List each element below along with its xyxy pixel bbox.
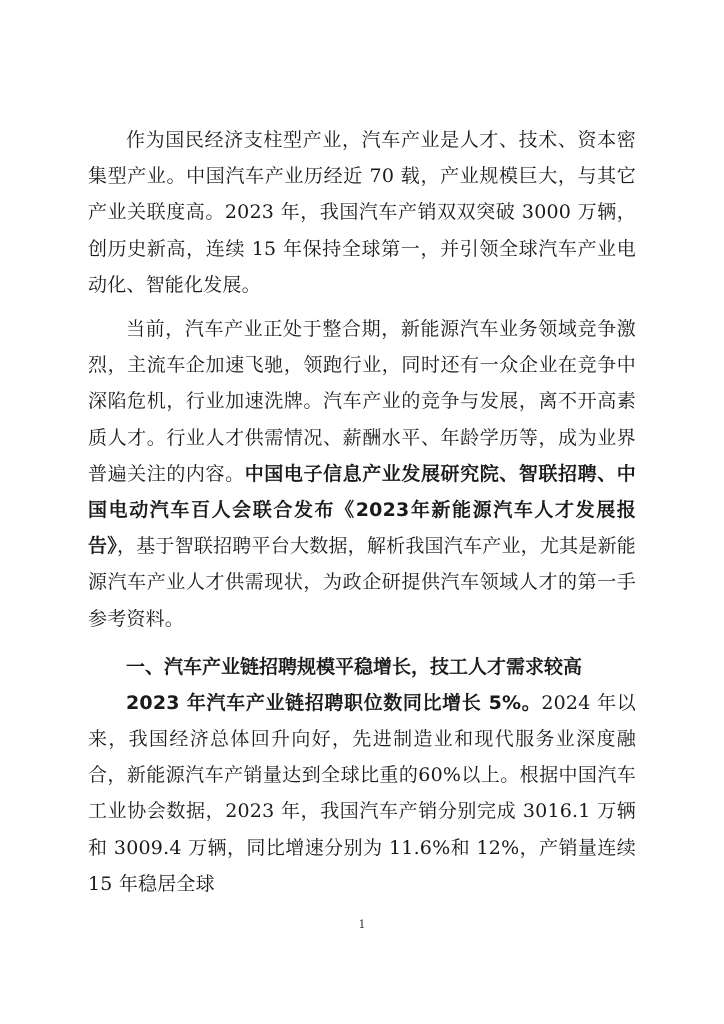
recruitment-growth-bold: 2023 年汽车产业链招聘职位数同比增长 5%。 xyxy=(126,691,542,714)
paragraph-recruitment xyxy=(88,685,636,902)
section-heading: 一、汽车产业链招聘规模平稳增长，技工人才需求较高 xyxy=(126,655,583,678)
paragraph-intro-text: 作为国民经济支柱型产业，汽车产业是人才、技术、资本密集型产业。中国汽车产业历经近 70 载，产业规模巨大，与其它产业关联度高。2023 年，我国汽车产销双双突破 3000 万辆，创历史新高，连续 15 年保持全球第一，并引领全球汽车产业电动化、智能化发展。 xyxy=(88,129,636,296)
paragraph-recruitment-text: 2024 年以来，我国经济总体回升向好，先进制造业和现代服务业深度融合，新能源汽车产销量达到全球比重的60%以上。根据中国汽车工业协会数据，2023 年，我国汽车产销分别完成 3016.1 万辆和 3009.4 万辆，同比增速分别为 11.6%和 12%，产销量连续 15 年稳居全球 xyxy=(88,691,636,895)
document-body xyxy=(88,122,636,902)
paragraph-current-status xyxy=(88,311,636,637)
report-publishers-bold: 中国电子信息产业发展研究院、智联招聘、中国电动汽车百人会联合发布《2023年新能源汽车人才发展报告》 xyxy=(88,462,636,558)
paragraph-current-status-tail: ，基于智联招聘平台大数据，解析我国汽车产业，尤其是新能源汽车产业人才供需现状，为政企研提供汽车领域人才的第一手参考资料。 xyxy=(88,535,636,630)
page-number: 1 xyxy=(358,918,366,931)
paragraph-intro xyxy=(88,122,636,303)
paragraph-current-status-text: 当前，汽车产业正处于整合期，新能源汽车业务领域竞争激烈，主流车企加速飞驰，领跑行业，同时还有一众企业在竞争中深陷危机，行业加速洗牌。汽车产业的竞争与发展，离不开高素质人才。行业人才供需情况、薪酬水平、年龄学历等，成为业界普遍关注的内容。 xyxy=(88,318,636,485)
